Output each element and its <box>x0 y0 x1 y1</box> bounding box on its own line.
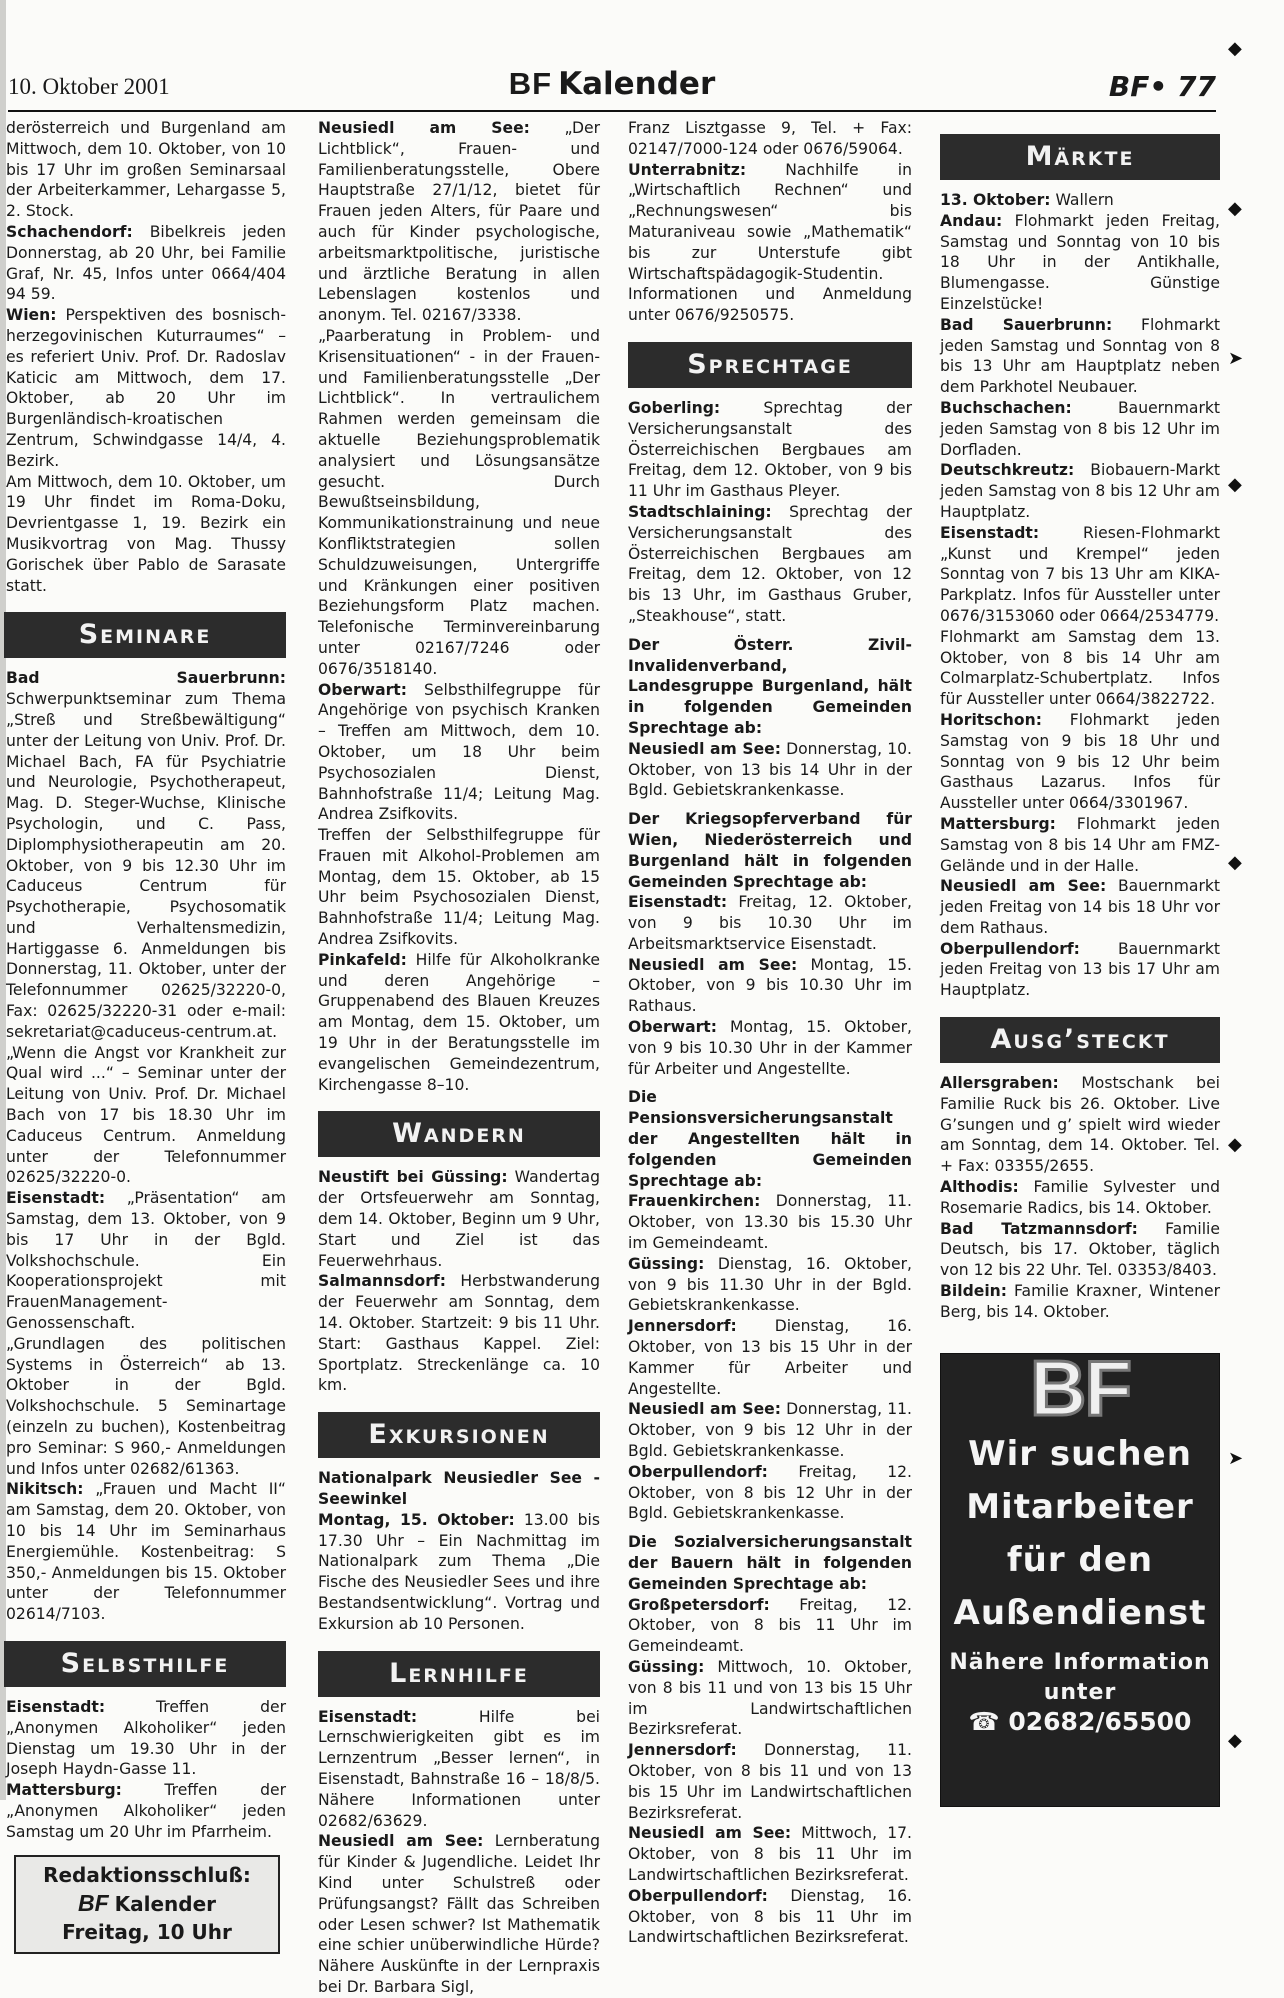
deadline-box <box>14 1855 280 1954</box>
place-name: Goberling: <box>628 398 721 417</box>
entry: Güssing: Dienstag, 16. Oktober, von 9 bis 11.30 Uhr in der Bgld. Gebietskrankenkasse. <box>628 1254 912 1315</box>
entry: 13. Oktober: Wallern <box>940 191 1114 209</box>
place-name: Mattersburg: <box>940 814 1056 833</box>
entry: „Paarberatung in Problem- und Krisensituationen“ - in der Frauen- und Familienberatungsstelle „Der Lichtblick“. In vertraulichem Rahmen werden gemeinsam die aktuelle Beziehungsproblematik analysiert und Lösungsansätze gesucht. Durch Bewußtseinsbildung, Kommunikationstrainung und neue Konfliktstrategien sollen Schuldzuweisungen, Untergriffe und Kränkungen einer positiven Beziehungsform Platz machen. Telefonische Terminvereinbarung unter 02167/7246 oder 0676/3518140. <box>318 326 600 678</box>
place-name: Oberpullendorf: <box>940 939 1080 958</box>
entry: Mattersburg: Treffen der „Anonymen Alkoholiker“ jeden Samstag um 20 Uhr im Pfarrheim. <box>6 1781 286 1841</box>
entry: Neusiedl am See: Lernberatung für Kinder & Jugendliche. Leidet Ihr Kind unter Schulstreß oder Prüfungsangst? Fällt das Schreiben oder Lesen schwer? Ist Mathematik eine schier unüberwindliche Hürde? Nähere Auskünfte in der Lernpraxis bei Dr. Barbara Sigl, <box>318 1832 600 1996</box>
place-name: Eisenstadt: <box>628 893 728 912</box>
entry: derösterreich und Burgenland am Mittwoch, dem 10. Oktober, von 10 bis 17 Uhr im großen Seminarsaal der Arbeiterkammer, Lehargasse 5, 2. Stock. <box>6 119 286 221</box>
place-name: Nikitsch: <box>6 1480 84 1499</box>
place-name: Bad Sauerbrunn: <box>6 669 286 688</box>
section-name: Kalender <box>558 66 716 102</box>
entry: Neusiedl am See: „Der Lichtblick“, Frauen- und Familienberatungsstelle, Obere Hauptstraße 27/1/12, bietet für Frauen jeden Alters, für Paare und auch für Kinder psychologische, arbeitsmarktpolitische, juristische und ärztliche Beratung in allen Lebenslagen kostenlos und anonym. Tel. 02167/3338. <box>318 119 601 325</box>
place-name: Neusiedl am See: <box>628 955 798 974</box>
place-name: Neusiedl am See: <box>628 1400 781 1419</box>
entry: Bad Sauerbrunn: Schwerpunktseminar zum Thema „Streß und Streßbewältigung“ unter der Leitung von Univ. Prof. Dr. Michael Bach, FA für Psychiatrie und Neurologie, Psychotherapeut, Mag. D. Steger-Wuchse, Klinische Psychologin, und C. Pass, Diplomphysiotherapeutin am 20. Oktober, von 9 bis 12.30 Uhr im Caduceus Centrum für Psychotherapie, Psychosomatik und Verhaltensmedizin, Hartiggasse 6. Anmeldungen bis Donnerstag, 11. Oktober, unter der Telefonnummer 02625/32220-0, Fax: 02625/32220-31 oder e-mail: sekretariat@caduceus-centrum.at. <box>6 669 286 1041</box>
place-name: Pinkafeld: <box>318 950 407 969</box>
place-name: Mattersburg: <box>6 1781 122 1800</box>
ad-phone: ☎ 02682/65500 <box>968 1707 1192 1737</box>
place-name: Stadtschlaining: <box>628 502 772 521</box>
deadline-title: Redaktionsschluß: <box>43 1862 251 1887</box>
entry: Neusiedl am See: Bauernmarkt jeden Freitag von 14 bis 18 Uhr vor dem Rathaus. <box>940 877 1220 937</box>
entry: Neustift bei Güssing: Wandertag der Ortsfeuerwehr am Sonntag, dem 14. Oktober, Beginn um 9 Uhr, Start und Ziel ist das Feuerwehrhaus. <box>318 1168 600 1270</box>
place-name: Eisenstadt: <box>940 523 1040 542</box>
place-name: Oberwart: <box>628 1018 717 1037</box>
section-banner-seminare: Seminare <box>4 612 286 658</box>
section-title <box>8 66 1216 102</box>
place-name: Eisenstadt: <box>318 1707 418 1726</box>
place-name: Althodis: <box>940 1178 1019 1197</box>
job-advertisement <box>940 1343 1220 1807</box>
entry: Pinkafeld: Hilfe für Alkoholkranke und deren Angehörige – Gruppenabend des Blauen Kreuzes am Montag, dem 15. Oktober, um 19 Uhr in der Beratungsstelle im evangelischen Gemeindezentrum, Kirchengasse 8–10. <box>318 950 600 1094</box>
place-name: Oberpullendorf: <box>628 1462 768 1481</box>
binder-mark: ➤ <box>1228 1448 1244 1469</box>
binder-mark: ◆ <box>1228 198 1242 219</box>
entry: Großpetersdorf: Freitag, 12. Oktober, von 8 bis 11 Uhr im Gemeindeamt. <box>628 1595 912 1656</box>
column-4 <box>940 118 1220 1807</box>
entry: Salmannsdorf: Herbstwanderung der Feuerwehr am Sonntag, dem 14. Oktober. Startzeit: 9 bis 11 Uhr. Start: Gasthaus Kappel. Ziel: Sportplatz. Streckenlänge ca. 10 km. <box>318 1272 600 1395</box>
entry: Allersgraben: Mostschank bei Familie Ruck bis 26. Oktober. Live G’sungen und g’ spielt wird wieder am Sonntag, dem 14. Oktober. Tel. + Fax: 03355/2655. <box>940 1074 1220 1176</box>
place-name: Bad Sauerbrunn: <box>940 315 1113 334</box>
deadline-time: Freitag, 10 Uhr <box>62 1919 232 1944</box>
entry: Neusiedl am See: Montag, 15. Oktober, von 9 bis 10.30 Uhr im Rathaus. <box>628 955 912 1016</box>
page-number: BF• 77 <box>1108 70 1216 103</box>
column-1 <box>6 118 286 1954</box>
entry: Bad Tatzmannsdorf: Familie Deutsch, bis 17. Oktober, täglich von 12 bis 22 Uhr. Tel. 03353/8403. <box>940 1219 1220 1280</box>
section-banner-wandern: Wandern <box>318 1111 600 1157</box>
entry: Stadtschlaining: Sprechtag der Versicherungsanstalt des Österreichischen Bergbaues am Freitag, dem 12. Oktober, von 12 bis 13 Uhr, im Gasthaus Gruber, „Steakhouse“, statt. <box>628 502 912 625</box>
place-name: Güssing: <box>628 1254 705 1273</box>
section-banner-maerkte: Märkte <box>940 134 1220 180</box>
entry: Oberpullendorf: Freitag, 12. Oktober, von 8 bis 12 Uhr in der Bgld. Gebietskrankenkasse. <box>628 1462 912 1523</box>
entry: Oberpullendorf: Bauernmarkt jeden Freitag von 13 bis 17 Uhr am Hauptplatz. <box>940 939 1220 1000</box>
entry: „Wenn die Angst vor Krankheit zur Qual wird ...“ – Seminar unter der Leitung von Univ. Prof. Dr. Michael Bach von 17 bis 18.30 Uhr im Caduceus Centrum. Anmeldung unter der Telefonnummer 02625/32220-0. <box>6 1043 286 1187</box>
section-banner-ausgsteckt: Ausg’steckt <box>940 1017 1220 1063</box>
place-name: Oberpullendorf: <box>628 1886 768 1905</box>
place-name: Deutschkreutz: <box>940 461 1075 480</box>
place-name: Neusiedl am See: <box>628 1824 792 1843</box>
entry: Jennersdorf: Dienstag, 16. Oktober, von 13 bis 15 Uhr in der Kammer für Arbeiter und Angestellte. <box>628 1317 912 1398</box>
place-name: Neustift bei Güssing: <box>318 1168 508 1187</box>
binder-mark: ◆ <box>1228 38 1242 59</box>
entry: Eisenstadt: Hilfe bei Lernschwierigkeiten gibt es im Lernzentrum „Besser lernen“, in Eisenstadt, Bahnstraße 16 – 18/8/5. Nähere Informationen unter 02682/63629. <box>318 1707 600 1830</box>
place-name: Oberwart: <box>318 680 407 699</box>
place-name: Montag, 15. Oktober: <box>318 1510 515 1529</box>
column-2 <box>318 118 600 1998</box>
entry: Althodis: Familie Sylvester und Rosemarie Radics, bis 14. Oktober. <box>940 1178 1220 1217</box>
entry: Eisenstadt: Treffen der „Anonymen Alkoholiker“ jeden Dienstag um 19.30 Uhr in der Joseph Haydn-Gasse 11. <box>6 1697 286 1779</box>
binder-mark: ◆ <box>1228 474 1242 495</box>
place-name: Horitschon: <box>940 710 1042 729</box>
entry: Bad Sauerbrunn: Flohmarkt jeden Samstag und Sonntag von 8 bis 13 Uhr am Hauptplatz neben dem Parkhotel Neubauer. <box>940 315 1220 397</box>
entry: Mattersburg: Flohmarkt jeden Samstag von 8 bis 14 Uhr am FMZ-Gelände und in der Halle. <box>940 814 1220 875</box>
place-name: Eisenstadt: <box>6 1189 106 1208</box>
place-name: Eisenstadt: <box>6 1697 106 1716</box>
entry: Unterrabnitz: Nachhilfe in „Wirtschaftlich Rechnen“ und „Rechnungswesen“ bis Maturaniveau sowie „Mathematik“ bis zur Unterstufe gibt Wirtschaftspädagogik-Studentin. Informationen und Anmeldung unter 0676/9250575. <box>628 160 912 325</box>
place-name: Salmannsdorf: <box>318 1272 446 1291</box>
place-name: Güssing: <box>628 1657 705 1676</box>
entry: Am Mittwoch, dem 10. Oktober, um 19 Uhr findet im Roma-Doku, Devrientgasse 1, 19. Bezirk ein Musikvortrag von Mag. Thussy Gorischek über Pablo de Sarasate statt. <box>6 472 286 595</box>
entry: Schachendorf: Bibelkreis jeden Donnerstag, ab 20 Uhr, bei Familie Graf, Nr. 45, Infos unter 0664/404 94 59. <box>6 222 286 304</box>
entry-heading: Nationalpark Neusiedler See - Seewinkel <box>318 1469 600 1509</box>
issue-date: 10. Oktober 2001 <box>8 74 170 99</box>
place-name: Bad Tatzmannsdorf: <box>940 1219 1138 1238</box>
entry: Oberwart: Montag, 15. Oktober, von 9 bis 10.30 Uhr in der Kammer für Arbeiter und Angestellte. <box>628 1018 912 1078</box>
section-banner-selbsthilfe: Selbsthilfe <box>4 1641 286 1687</box>
section-banner-exkursionen: Exkursionen <box>318 1412 600 1458</box>
entry: Oberpullendorf: Dienstag, 16. Oktober, von 8 bis 11 Uhr im Landwirtschaftlichen Bezirksreferat. <box>628 1886 912 1947</box>
bf-logo: BF <box>1030 1343 1130 1432</box>
entry: Goberling: Sprechtag der Versicherungsanstalt des Österreichischen Bergbaues am Freitag, dem 12. Oktober, von 9 bis 11 Uhr im Gasthaus Pleyer. <box>628 398 912 501</box>
place-name: Neusiedl am See: <box>628 739 781 758</box>
entry: Neusiedl am See: Donnerstag, 10. Oktober, von 13 bis 14 Uhr in der Bgld. Gebietskrankenkasse. <box>628 739 912 800</box>
binder-mark: ◆ <box>1228 1134 1242 1155</box>
entry: Bildein: Familie Kraxner, Wintener Berg, bis 14. Oktober. <box>940 1282 1220 1321</box>
place-name: Großpetersdorf: <box>628 1595 770 1614</box>
column-3 <box>628 118 912 1948</box>
entry: Montag, 15. Oktober: 13.00 bis 17.30 Uhr – Ein Nachmittag im Nationalpark zum Thema „Die Fische des Neusiedler Sees und ihre Bestandsentwicklung“. Vortrag und Exkursion ab 10 Personen. <box>318 1510 600 1633</box>
entry: Neusiedl am See: Mittwoch, 17. Oktober, von 8 bis 11 Uhr im Landwirtschaftlichen Bezirksreferat. <box>628 1824 912 1884</box>
place-name: Neusiedl am See: <box>318 119 530 137</box>
entry: Deutschkreutz: Biobauern-Markt jeden Samstag von 8 bis 12 Uhr am Hauptplatz. <box>940 461 1220 521</box>
bf-logo: BF <box>77 1889 109 1916</box>
place-name: Andau: <box>940 211 1003 230</box>
entry-heading: Der Österr. Zivil-Invalidenverband, Landesgruppe Burgenland, hält in folgenden Gemeinden Sprechtage ab: <box>628 635 912 737</box>
entry: Frauenkirchen: Donnerstag, 11. Oktober, von 13.30 bis 15.30 Uhr im Gemeindeamt. <box>628 1192 912 1253</box>
entry: Buchschachen: Bauernmarkt jeden Samstag von 8 bis 12 Uhr im Dorfladen. <box>940 398 1220 459</box>
place-name: Wien: <box>6 306 57 325</box>
page-header <box>8 66 1216 112</box>
ad-headline: Wir suchen Mitarbeiter für den Außendienst <box>953 1434 1207 1634</box>
entry: „Grundlagen des politischen Systems in Österreich“ ab 13. Oktober in der Bgld. Volkshochschule. 5 Seminartage (einzeln zu buchen), Kostenbeitrag pro Seminar: S 960,- Anmeldungen und Infos unter 02682/61363. <box>6 1334 286 1478</box>
place-name: Unterrabnitz: <box>628 160 747 179</box>
binder-mark: ➤ <box>1228 348 1244 369</box>
entry: Nikitsch: „Frauen und Macht II“ am Samstag, dem 20. Oktober, von 10 bis 14 Uhr im Seminarhaus Energiemühle. Kostenbeitrag: S 350,- Anmeldungen bis 15. Oktober unter der Telefonnummer 02614/7103. <box>6 1480 286 1624</box>
place-name: Frauenkirchen: <box>628 1192 761 1211</box>
entry: Wien: Perspektiven des bosnisch-herzegovinischen Kuturraumes“ – es referiert Univ. Prof. Dr. Radoslav Katicic am Mittwoch, dem 17. Oktober, ab 20 Uhr im Burgenländisch-kroatischen Zentrum, Schwindgasse 14/4, 4. Bezirk. <box>6 306 286 470</box>
place-name: Buchschachen: <box>940 398 1072 417</box>
entry: Oberwart: Selbsthilfegruppe für Angehörige von psychisch Kranken – Treffen am Mittwoch, dem 10. Oktober, um 18 Uhr beim Psychosozialen Dienst, Bahnhofstraße 11/4; Leitung Mag. Andrea Zsifkovits. <box>318 680 600 824</box>
place-name: Allersgraben: <box>940 1074 1059 1093</box>
place-name: Schachendorf: <box>6 222 133 241</box>
place-name: Neusiedl am See: <box>318 1832 484 1851</box>
entry: Neusiedl am See: Donnerstag, 11. Oktober, von 9 bis 12 Uhr in der Bgld. Gebietskrankenkasse. <box>628 1400 912 1461</box>
entry: Jennersdorf: Donnerstag, 11. Oktober, von 8 bis 11 und von 13 bis 15 Uhr im Landwirtschaftlichen Bezirksreferat. <box>628 1741 912 1822</box>
entry-heading: Die Pensionsversicherungsanstalt der Angestellten hält in folgenden Gemeinden Sprechtage ab: <box>628 1088 912 1190</box>
entry-heading: Der Kriegsopferverband für Wien, Niederösterreich und Burgenland hält in folgenden Gemeinden Sprechtage ab: <box>628 810 912 891</box>
entry: Eisenstadt: Freitag, 12. Oktober, von 9 bis 10.30 Uhr im Arbeitsmarktservice Eisenstadt. <box>628 893 912 953</box>
bf-logo: BF <box>508 66 553 101</box>
place-name: Jennersdorf: <box>628 1317 737 1336</box>
binder-mark: ◆ <box>1228 852 1242 873</box>
entry: Treffen der Selbsthilfegruppe für Frauen mit Alkohol-Problemen am Montag, dem 15. Oktober, ab 15 Uhr beim Psychosozialen Dienst, Bahnhofstraße 11/4; Leitung Mag. Andrea Zsifkovits. <box>318 826 600 949</box>
deadline-publication: BF Kalender <box>77 1889 217 1916</box>
entry: Franz Lisztgasse 9, Tel. + Fax: 02147/7000-124 oder 0676/59064. <box>628 119 912 158</box>
place-name: Neusiedl am See: <box>940 877 1107 896</box>
place-name: Jennersdorf: <box>628 1741 737 1760</box>
place-name: 13. Oktober: <box>940 191 1051 209</box>
section-banner-sprechtage: Sprechtage <box>628 342 912 388</box>
ad-info: Nähere Information unter <box>949 1650 1211 1706</box>
place-name: Bildein: <box>940 1282 1007 1301</box>
binder-mark: ◆ <box>1228 1730 1242 1751</box>
entry: Flohmarkt am Samstag dem 13. Oktober, von 8 bis 14 Uhr am Colmarplatz-Schubertplatz. Infos für Aussteller unter 0664/3822722. <box>940 627 1220 709</box>
entry: Horitschon: Flohmarkt jeden Samstag von 9 bis 18 Uhr und Sonntag von 9 bis 12 Uhr beim Gasthaus Lazarus. Infos für Aussteller unter 0664/3301967. <box>940 710 1220 813</box>
entry-heading: Die Sozialversicherungsanstalt der Bauern hält in folgenden Gemeinden Sprechtage ab: <box>628 1533 912 1593</box>
entry: Eisenstadt: „Präsentation“ am Samstag, dem 13. Oktober, von 9 bis 17 Uhr in der Bgld. Volkshochschule. Ein Kooperationsprojekt mit FrauenManagement-Genossenschaft. <box>6 1189 286 1333</box>
entry: Andau: Flohmarkt jeden Freitag, Samstag und Sonntag von 10 bis 18 Uhr in der Antikhalle, Blumengasse. Günstige Einzelstücke! <box>940 211 1220 313</box>
entry: Eisenstadt: Riesen-Flohmarkt „Kunst und Krempel“ jeden Sonntag von 7 bis 13 Uhr am KIKA-Parkplatz. Infos für Aussteller unter 0676/3153060 oder 0664/2534779. <box>940 523 1220 625</box>
entry: Güssing: Mittwoch, 10. Oktober, von 8 bis 11 und von 13 bis 15 Uhr im Landwirtschaftlichen Bezirksreferat. <box>628 1657 912 1739</box>
section-banner-lernhilfe: Lernhilfe <box>318 1651 600 1697</box>
